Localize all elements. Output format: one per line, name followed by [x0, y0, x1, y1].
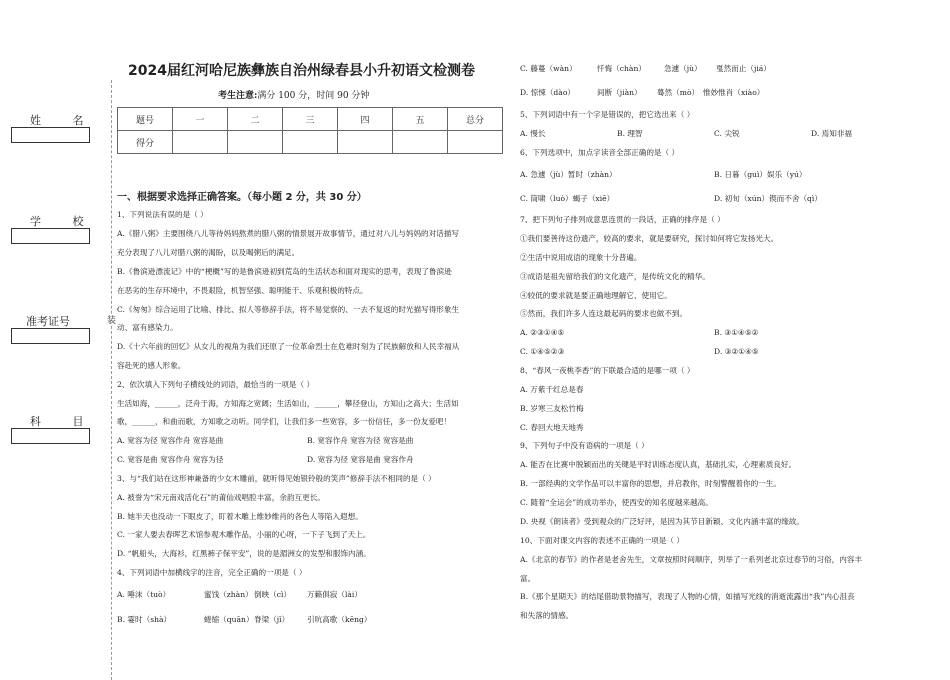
text-line: 充分表现了八儿对腊八粥的渴盼，以及喝粥后的满足。 [117, 248, 300, 257]
school-field[interactable] [11, 228, 90, 244]
option[interactable]: C. 尖锐 [714, 129, 740, 138]
option-word: 戛然而止（jiá） [716, 64, 771, 73]
text-line: 7、把下列句子排列成意思连贯的一段话，正确的排序是（ ） [520, 215, 725, 224]
option[interactable]: D. 焉知非福 [811, 129, 853, 138]
text-line: 6、下列选项中，加点字读音全部正确的是（ ） [520, 148, 680, 157]
table-cell: 五 [393, 108, 448, 131]
option[interactable]: B. ③①④⑤② [714, 328, 759, 337]
table-cell: 二 [228, 108, 283, 131]
text-line: 富。 [520, 574, 536, 583]
ticket-field[interactable] [11, 328, 90, 344]
option[interactable]: A.《北京的春节》的作者是老舍先生，文章按照时间顺序，列举了一系列老北京过春节的习俗，内容丰 [520, 555, 863, 564]
text-line: D.《十六年前的回忆》从女儿的视角为我们还原了一位革命烈士在危难时刻为了民族解放和人民幸福从 [117, 342, 460, 351]
option[interactable]: A. 能否在比赛中脱颖而出的关键是平时训练态度认真，基础扎实，心理素质良好。 [520, 460, 797, 469]
option[interactable]: C. 一家人要去春晖艺术馆参观木雕作品，小丽的心呀，一下子飞到了天上。 [117, 530, 371, 539]
option[interactable]: B.《那个星期天》的结尾借助景物描写，表现了人物的心情，如描写光线的消逝流露出“我”内心沮丧 [520, 592, 855, 601]
option[interactable]: A. 万紫千红总是春 [520, 385, 584, 394]
option[interactable]: D. 央视《朗读者》受到观众的广泛好评，是因为其节目新颖、文化内涵丰富的缘故。 [520, 517, 805, 526]
option[interactable]: B. 日暮（guì）娱乐（yú） [714, 170, 807, 179]
option[interactable]: C. ①④⑤②③ [520, 347, 565, 356]
text-line: 2、依次填入下列句子横线处的词语，最恰当的一项是（ ） [117, 380, 315, 389]
option-word: 蜷缩（quān） [204, 615, 254, 624]
option[interactable]: C. 筒啸（luò）蝎子（xiē） [520, 194, 615, 203]
text-line: 在恶劣的生存环境中，不畏艰险，机智坚强、聪明能干、乐观积极的特点。 [117, 286, 368, 295]
table-cell: 一 [173, 108, 228, 131]
option-word: 引吭高歌（kēng） [307, 615, 372, 624]
note-text: 满分 100 分，时间 90 分钟 [257, 91, 370, 101]
option[interactable]: B. 宽容作舟 宽容为径 宽容是曲 [307, 436, 414, 445]
text-line: ④较低的要求就是要正确地理解它、使用它。 [520, 291, 672, 300]
text-line: 10、下面对课文内容的表述不正确的一项是（ ） [520, 536, 684, 545]
text-line: 生活如海，______，泛舟于海，方知海之宽阔；生活如山，______，攀径登山，方知山之高大；生活如 [117, 399, 459, 408]
option[interactable]: B. 一部经典的文学作品可以丰富你的思想，并启教你，时刻警醒着你的一生。 [520, 479, 781, 488]
option[interactable]: A. 被誉为“宋元南戏活化石”的莆仙戏唱腔丰富，余韵互更长。 [117, 493, 325, 502]
table-cell: 得分 [118, 131, 173, 154]
table-cell: 三 [283, 108, 338, 131]
option[interactable]: A. 唾沫（tuò） [117, 590, 171, 599]
name-field[interactable] [11, 127, 90, 143]
score-cell[interactable] [338, 131, 393, 154]
option[interactable]: A. 急遽（jù）暂时（zhàn） [520, 170, 617, 179]
option[interactable]: D. ③②①④⑤ [714, 347, 759, 356]
text-line: 1、下列说法有误的是（ ） [117, 210, 208, 219]
text-line: ⑤然而，我们许多人连这最起码的要求也做不到。 [520, 309, 688, 318]
option[interactable]: D. 宽容为径 宽容是曲 宽容作舟 [307, 455, 414, 464]
subject-field[interactable] [11, 428, 90, 444]
option[interactable]: C. 宽容是曲 宽容作舟 宽容为径 [117, 455, 224, 464]
option-word: 倒映（cì） [254, 590, 292, 599]
option[interactable]: D. 惊悚（dào） [520, 88, 575, 97]
option[interactable]: A. ②③①④⑤ [520, 328, 565, 337]
score-value-row [118, 131, 503, 154]
table-cell: 题号 [118, 108, 173, 131]
text-line: ①我们要善待这份遗产，较高的要求，就是要研究，探讨如何将它发扬光大。 [520, 234, 779, 243]
option[interactable]: B. 她半天也没动一下眼皮了，盯着木雕上维妙维肖的各色人等陷入遐想。 [117, 512, 363, 521]
score-cell[interactable] [228, 131, 283, 154]
option[interactable]: B. 岁寒三友松竹梅 [520, 404, 584, 413]
note-label: 考生注意: [218, 91, 258, 101]
text-line: 动、富有感染力。 [117, 323, 178, 332]
score-cell[interactable] [448, 131, 503, 154]
option[interactable]: B. 理智 [617, 129, 643, 138]
text-line: 容赴死的感人形象。 [117, 361, 186, 370]
text-line: 和失落的情感。 [520, 611, 574, 620]
score-header-row [118, 108, 503, 131]
table-cell: 四 [338, 108, 393, 131]
option[interactable]: B. 霎时（shà） [117, 615, 172, 624]
text-line: 歌，______，和曲而歌，方知歌之动听。同学们，让我们多一些宽容，多一份信任，多一份友爱吧！ [117, 417, 452, 426]
text-line: C.《匆匆》综合运用了比喻、排比、拟人等修辞手法，将不易觉察的、一去不复返的时光描写得形象生 [117, 305, 460, 314]
option[interactable]: A. 慢长 [520, 129, 546, 138]
text-line: B.《鲁滨逊漂流记》中的“梗概”写的是鲁滨逊初到荒岛的生活状态和面对现实的思考，表现了鲁滨逊 [117, 267, 452, 276]
option-word: 忏悔（chàn） [597, 64, 646, 73]
score-cell[interactable] [283, 131, 338, 154]
text-line: 3、与“我们站在这形神兼备的少女木雕前，就听得见她银铃般的笑声”修辞手法不相同的是（ ） [117, 474, 436, 483]
exam-title: 2024届红河哈尼族彝族自治州绿春县小升初语文检测卷 [128, 63, 475, 79]
table-cell: 总分 [448, 108, 503, 131]
score-cell[interactable] [173, 131, 228, 154]
side-label-ticket: 准考证号 [26, 315, 70, 328]
score-cell[interactable] [393, 131, 448, 154]
binding-line [111, 80, 112, 680]
option[interactable]: C. 藤蔓（wàn） [520, 64, 577, 73]
option-word: 惟妙惟肖（xiào） [703, 88, 765, 97]
option[interactable]: D. “帆船头，大海衫，红黑裤子保平安”，说的是湄洲女的发型和服饰内涵。 [117, 549, 371, 558]
option-word: 间断（jiàn） [597, 88, 642, 97]
option[interactable]: D. 初旬（xún）锲而不舍（qì） [714, 194, 822, 203]
side-label-subject: 科 目 [30, 415, 98, 428]
section-heading: 一、根据要求选择正确答案。（每小题 2 分，共 30 分） [117, 192, 367, 203]
option[interactable]: A. 宽容为径 宽容作舟 宽容是曲 [117, 436, 224, 445]
option-word: 急遽（jù） [664, 64, 702, 73]
text-line: ②生活中说用成语的现象十分普遍。 [520, 253, 642, 262]
option-word: 万籁俱寂（lài） [307, 590, 362, 599]
exam-note [218, 88, 369, 101]
option[interactable]: C. 随着“全运会”的成功举办，使西安的知名度越来越高。 [520, 498, 713, 507]
text-line: ③成语是祖先留给我们的文化遗产，是传统文化的精华。 [520, 272, 710, 281]
text-line: 9、下列句子中没有语病的一项是（ ） [520, 441, 649, 450]
option[interactable]: C. 春回大地天地秀 [520, 423, 584, 432]
side-label-name: 姓 名 [30, 114, 98, 127]
option-word: 脊梁（jǐ） [254, 615, 290, 624]
text-line: 5、下列词语中有一个字是错误的，把它选出来（ ） [520, 110, 695, 119]
side-label-school: 学 校 [30, 215, 98, 228]
binding-mark: 装 [105, 315, 115, 324]
text-line: 4、下列词语中加横线字的注音，完全正确的一项是（ ） [117, 568, 307, 577]
text-line: A.《腊八粥》主要围绕八儿等待妈妈熬煮的腊八粥的情景展开故事情节，通过对八儿与妈妈的对话描写 [117, 229, 460, 238]
score-table [117, 107, 503, 154]
option-word: 蓦然（mò） [657, 88, 700, 97]
option-word: 蜜饯（zhàn） [204, 590, 253, 599]
text-line: 8、“春风一夜桃李香”的下联最合适的是哪一项（ ） [520, 366, 695, 375]
